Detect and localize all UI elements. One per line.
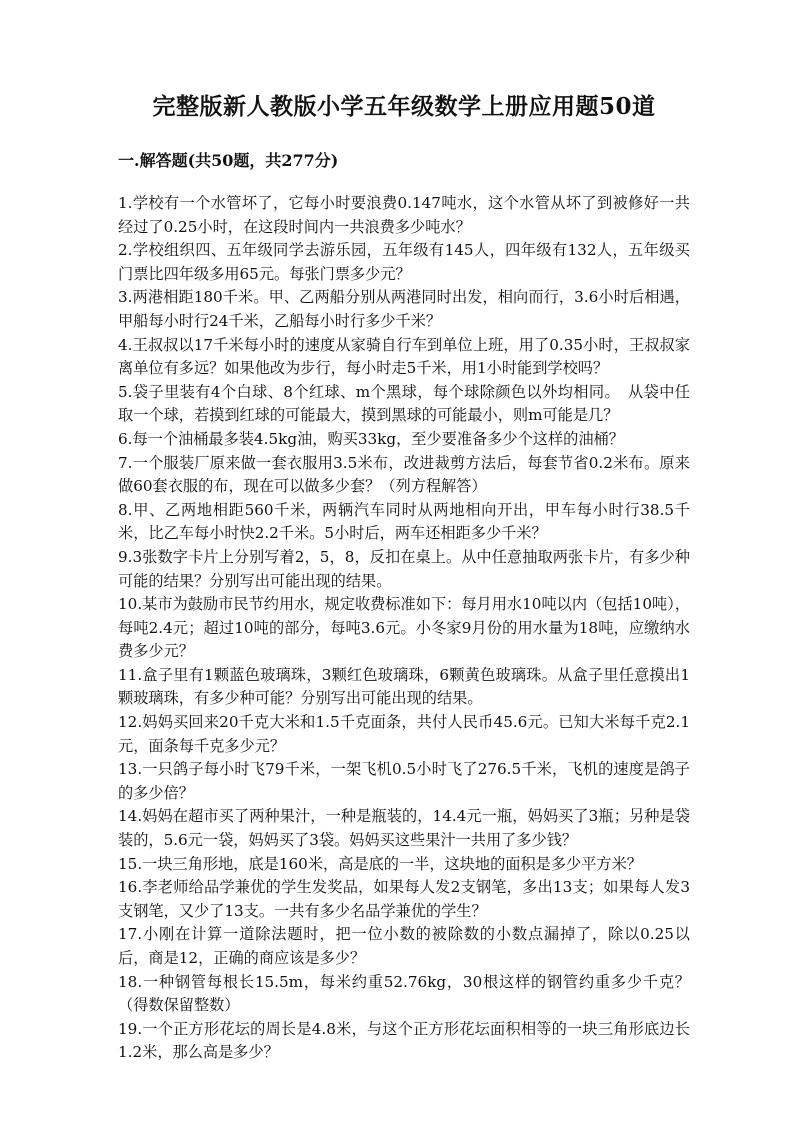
question-item: 8.甲、乙两地相距560千米，两辆汽车同时从两地相向开出，甲车每小时行38.5千米，比乙车每小时快2.2千米。5小时后，两车还相距多少千米？ xyxy=(118,500,690,543)
question-item: 12.妈妈买回来20千克大米和1.5千克面条，共付人民币45.6元。已知大米每千克2.1元，面条每千克多少元？ xyxy=(118,713,690,755)
question-item: 18.一种钢管每根长15.5m，每米约重52.76kg，30根这样的钢管约重多少千克？（得数保留整数） xyxy=(118,972,690,1015)
section-heading: 一.解答题(共50题，共277分) xyxy=(118,151,339,170)
question-item: 13.一只鸽子每小时飞79千米，一架飞机0.5小时飞了276.5千米，飞机的速度是鸽子的多少倍？ xyxy=(118,760,690,802)
question-item: 17.小刚在计算一道除法题时，把一位小数的被除数的小数点漏掉了，除以0.25以后，商是12，正确的商应该是多少？ xyxy=(118,925,690,967)
question-list xyxy=(118,192,690,1065)
question-item: 10.某市为鼓励市民节约用水，规定收费标准如下：每月用水10吨以内（包括10吨），每吨2.4元；超过10吨的部分，每吨3.6元。小冬家9月份的用水量为18吨，应缴纳水费多少元？ xyxy=(118,595,690,661)
question-item: 4.王叔叔以17千米每小时的速度从家骑自行车到单位上班，用了0.35小时，王叔叔家离单位有多远？如果他改为步行，每小时走5千米，用1小时能到学校吗？ xyxy=(118,335,690,378)
question-item: 1.学校有一个水管坏了，它每小时要浪费0.147吨水，这个水管从坏了到被修好一共经过了0.25小时，在这段时间内一共浪费多少吨水？ xyxy=(118,194,690,236)
question-item: 6.每一个油桶最多装4.5kg油，购买33kg，至少要准备多少个这样的油桶？ xyxy=(118,429,624,448)
question-item: 2.学校组织四、五年级同学去游乐园，五年级有145人，四年级有132人，五年级买门票比四年级多用65元。每张门票多少元？ xyxy=(118,241,690,283)
question-item: 15.一块三角形地，底是160米，高是底的一半，这块地的面积是多少平方米？ xyxy=(118,854,642,873)
question-item: 7.一个服装厂原来做一套衣服用3.5米布，改进裁剪方法后，每套节省0.2米布。原来做60套衣服的布，现在可以做多少套？（列方程解答） xyxy=(118,453,690,496)
question-item: 3.两港相距180千米。甲、乙两船分别从两港同时出发，相向而行，3.6小时后相遇，甲船每小时行24千米，乙船每小时行多少千米？ xyxy=(118,288,690,330)
question-item: 14.妈妈在超市买了两种果汁，一种是瓶装的，14.4元一瓶，妈妈买了3瓶；另种是袋装的，5.6元一袋，妈妈买了3袋。妈妈买这些果汁一共用了多少钱？ xyxy=(118,807,690,850)
question-item: 19.一个正方形花坛的周长是4.8米，与这个正方形花坛面积相等的一块三角形底边长1.2米，那么高是多少？ xyxy=(118,1019,690,1062)
document-title: 完整版新人教版小学五年级数学上册应用题50道 xyxy=(152,93,656,120)
question-item: 9.3张数字卡片上分别写着2，5，8，反扣在桌上。从中任意抽取两张卡片，有多少种可能的结果？分别写出可能出现的结果。 xyxy=(118,547,690,590)
question-item: 11.盒子里有1颗蓝色玻璃珠，3颗红色玻璃珠，6颗黄色玻璃珠。从盒子里任意摸出1颗玻璃珠，有多少种可能？分别写出可能出现的结果。 xyxy=(118,665,690,708)
question-item: 5.袋子里装有4个白球、8个红球、m个黑球，每个球除颜色以外均相同。 从袋中任取一个球，若摸到红球的可能最大，摸到黑球的可能最小，则m可能是几？ xyxy=(118,382,690,425)
question-item: 16.李老师给品学兼优的学生发奖品，如果每人发2支钢笔，多出13支；如果每人发3支钢笔，又少了13支。一共有多少名品学兼优的学生？ xyxy=(118,878,690,920)
